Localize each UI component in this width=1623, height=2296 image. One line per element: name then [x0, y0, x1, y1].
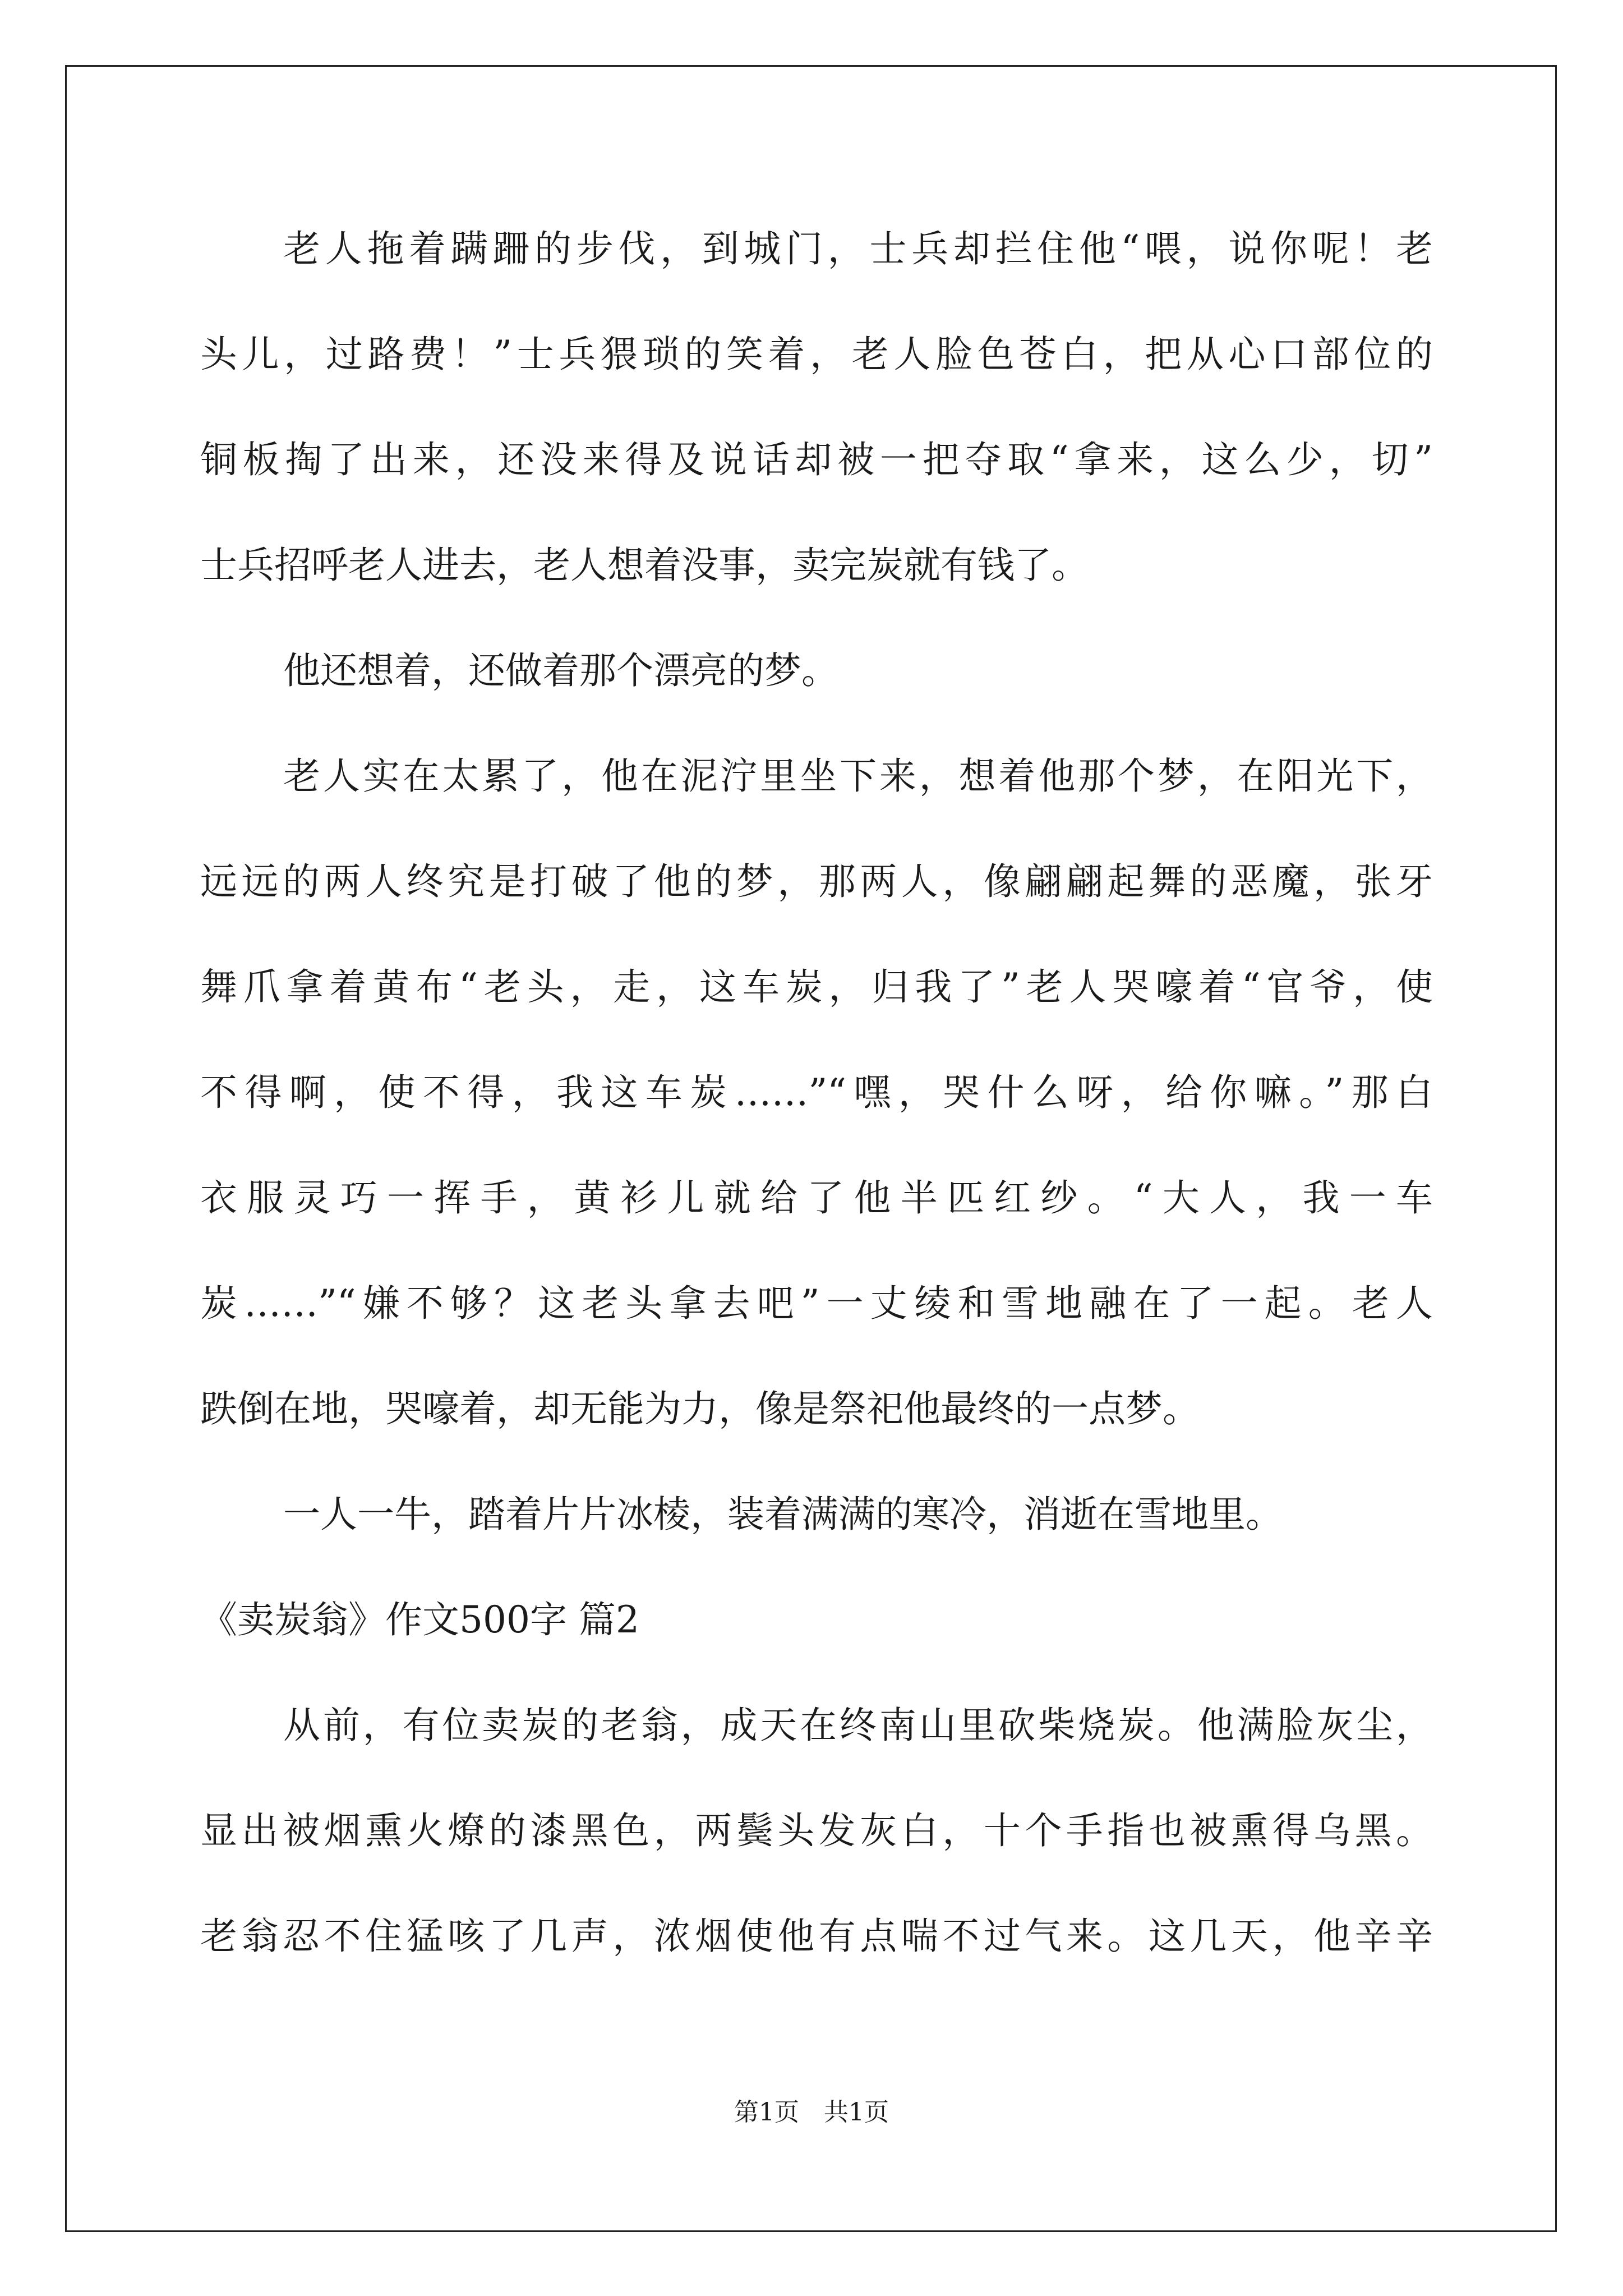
paragraph-2-line-1: 他还想着，还做着那个漂亮的梦。	[283, 649, 838, 692]
paragraph-1-line-1: 老人拖着蹒跚的步伐，到城门，士兵却拦住他“喂，说你呢！老	[283, 227, 1433, 270]
paragraph-1-line-3: 铜板掏了出来，还没来得及说话却被一把夺取“拿来，这么少，切”	[200, 438, 1433, 481]
paragraph-4-line-1: 一人一牛，踏着片片冰棱，装着满满的寒冷，消逝在雪地里。	[283, 1493, 1283, 1536]
paragraph-3-line-4: 不得啊，使不得，我这车炭……”“嘿，哭什么呀，给你嘛。”那白	[200, 1071, 1433, 1114]
paragraph-3-line-7: 跌倒在地，哭嚎着，却无能为力，像是祭祀他最终的一点梦。	[200, 1387, 1200, 1430]
paragraph-3-line-6: 炭……”“嫌不够？这老头拿去吧”一丈绫和雪地融在了一起。老人	[200, 1282, 1433, 1325]
paragraph-1-line-2: 头儿，过路费！”士兵猥琐的笑着，老人脸色苍白，把从心口部位的	[200, 333, 1433, 376]
paragraph-3-line-2: 远远的两人终究是打破了他的梦，那两人，像翩翩起舞的恶魔，张牙	[200, 860, 1433, 903]
section-heading: 《卖炭翁》作文500字 篇2	[200, 1598, 639, 1641]
paragraph-3-line-1: 老人实在太累了，他在泥泞里坐下来，想着他那个梦，在阳光下，	[283, 754, 1433, 798]
paragraph-3-line-5: 衣服灵巧一挥手，黄衫儿就给了他半匹红纱。“大人，我一车	[200, 1176, 1433, 1220]
page-number-label: 第1页 共1页	[734, 2098, 889, 2127]
page-footer	[0, 2099, 1623, 2126]
paragraph-1-line-4: 士兵招呼老人进去，老人想着没事，卖完炭就有钱了。	[200, 544, 1089, 587]
paragraph-5-line-1: 从前，有位卖炭的老翁，成天在终南山里砍柴烧炭。他满脸灰尘，	[283, 1704, 1433, 1747]
paragraph-3-line-3: 舞爪拿着黄布“老头，走，这车炭，归我了”老人哭嚎着“官爷，使	[200, 965, 1433, 1009]
page-frame	[65, 65, 1557, 2232]
paragraph-5-line-2: 显出被烟熏火燎的漆黑色，两鬓头发灰白，十个手指也被熏得乌黑。	[200, 1809, 1433, 1852]
paragraph-5-line-3: 老翁忍不住猛咳了几声，浓烟使他有点喘不过气来。这几天，他辛辛	[200, 1915, 1433, 1958]
